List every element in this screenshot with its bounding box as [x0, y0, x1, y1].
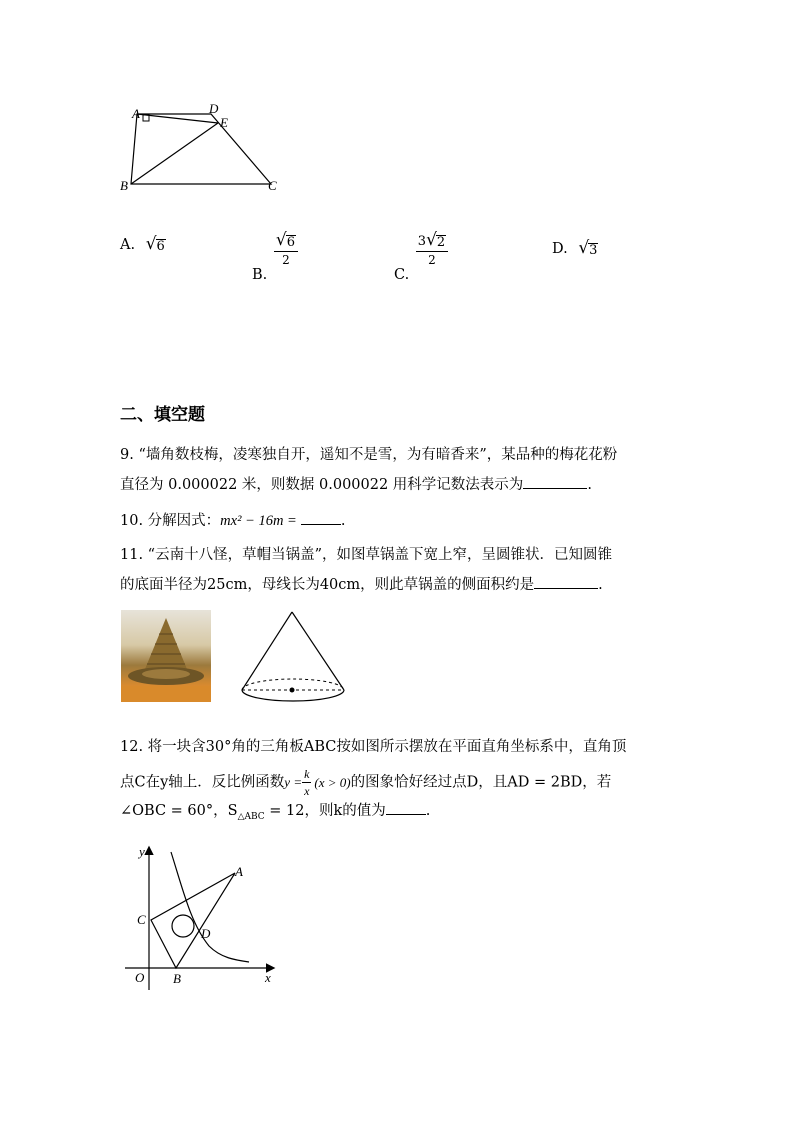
option-b[interactable]: [252, 230, 298, 283]
q9-line2: 直径为 0.000022 米，则数据 0.000022 用科学记数法表示为 .: [120, 477, 592, 493]
segment-BE: [131, 123, 218, 184]
q12-fraction: $\frac{k}{x}$: [304, 767, 310, 798]
label-O: O: [135, 970, 145, 985]
q11-line2: 的底面半径为25cm，母线长为40cm，则此草锅盖的侧面积约是 .: [120, 577, 603, 593]
trapezoid-outline: [131, 114, 271, 184]
label-B: B: [173, 971, 181, 986]
q9-answer-blank[interactable]: [523, 476, 587, 489]
label-A: A: [132, 106, 140, 121]
q10-line: 10. 分解因式：mx² − 16m = .: [120, 513, 346, 529]
cone-left-slant: [242, 612, 292, 690]
q10-answer-blank[interactable]: [301, 512, 341, 525]
q11-answer-blank[interactable]: [534, 576, 598, 589]
cone-base-center: [290, 688, 295, 693]
right-angle-mark: [143, 115, 149, 121]
option-c-value: 3 √ 2 2: [416, 232, 448, 266]
option-b-letter: B.: [252, 267, 268, 283]
label-A: A: [235, 864, 243, 879]
cone-right-slant: [292, 612, 344, 690]
label-D: D: [201, 926, 211, 941]
option-a-letter: A.: [120, 237, 136, 253]
q12-line2: 点C在y轴上．反比例函数y = $\frac{k}{x}$ (x > 0)的图象恰好经过点D，且AD = 2BD，若: [120, 767, 612, 798]
section-title: 二、填空题: [120, 405, 205, 425]
axis-label-x: x: [265, 970, 271, 985]
option-d-value: √ 3: [578, 238, 598, 258]
option-c[interactable]: [394, 230, 448, 283]
option-d-letter: D.: [552, 241, 568, 257]
cone-diagram: [236, 610, 351, 706]
q12-line1: 12. 将一块含30°角的三角板ABC按如图所示摆放在平面直角坐标系中，直角顶: [120, 739, 627, 755]
trapezoid-figure: [110, 100, 300, 200]
straw-pot-lid-photo: [121, 610, 211, 702]
q12-line3: ∠OBC = 60°，$S_{\triangle ABC} = 12$，则k的值为 .: [120, 803, 431, 822]
option-a[interactable]: [120, 236, 166, 253]
label-C: C: [137, 912, 146, 927]
option-b-value: √ 6 2: [274, 232, 298, 266]
q12-answer-blank[interactable]: [386, 802, 426, 815]
label-B: B: [120, 178, 128, 193]
label-C: C: [268, 178, 277, 193]
option-c-letter: C.: [394, 267, 410, 283]
inner-circle: [172, 915, 194, 937]
label-D: D: [209, 101, 219, 116]
option-d[interactable]: [552, 240, 598, 257]
q9-line1: 9. “墙角数枝梅，凌寒独自开，遥知不是雪，为有暗香来”，某品种的梅花花粉: [120, 447, 618, 463]
option-a-value: √ 6: [145, 234, 165, 254]
label-E: E: [220, 115, 228, 130]
coordinate-figure: [125, 840, 285, 990]
axis-label-y: y: [139, 844, 145, 859]
straw-cone-drawing: [121, 610, 211, 702]
q11-line1: 11. “云南十八怪，草帽当锅盖”，如图草锅盖下宽上窄，呈圆锥状．已知圆锥: [120, 547, 612, 563]
